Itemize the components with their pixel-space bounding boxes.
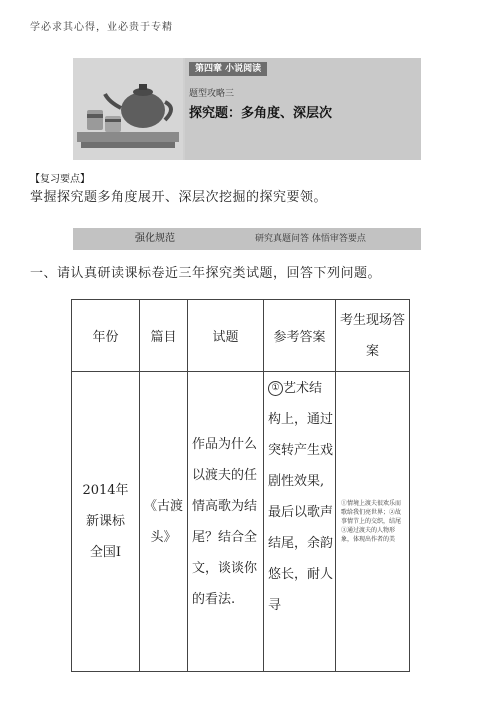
live-answer-handwriting: ①情境上渡夫很欢乐而歌给我们亮世界；②故事情节上的交织，结尾③通过渡夫的人物形象，体现出作者的美 [341,500,402,543]
header-motto: 学必求其心得，业必贵于专精 [30,22,173,33]
review-tag: 【复习要点】 [30,174,90,185]
strategy-label: 题型攻略三 [189,89,235,99]
question-table [71,299,410,672]
table-header-row [72,300,410,372]
cell-live [336,372,410,672]
section-bar [73,228,421,250]
review-text: 掌握探究题多角度展开、深层次挖掘的探究要领。 [30,190,328,205]
cell-answer [264,372,336,672]
banner-title-box [185,58,421,160]
header-year: 年份 [72,300,140,372]
cell-question: 作品为什么以渡夫的任情高歌为结尾？结合全文，谈谈你的看法. [188,372,264,672]
bar-left-label: 强化规范 [135,233,175,244]
table-row [72,372,410,672]
cell-year: 2014年新课标全国Ⅰ [72,372,140,672]
header-live: 考生现场答案 [336,300,410,372]
section-title: 一、请认真研读课标卷近三年探究类试题，回答下列问题。 [30,266,382,281]
header-title: 篇目 [140,300,188,372]
cell-title: 《古渡头》 [140,372,188,672]
bar-right-label: 研究真题问答 体悟审答要点 [255,234,366,244]
answer-number: ① [268,381,283,396]
chapter-label: 第四章 小说阅读 [189,62,267,76]
header-question: 试题 [188,300,264,372]
header-answer: 参考答案 [264,300,336,372]
answer-text: 艺术结构上，通过突转产生戏剧性效果,最后以歌声结尾，余韵悠长，耐人寻 [268,381,334,613]
banner-title: 探究题：多角度、深层次 [189,106,333,121]
teapot-image [73,58,183,160]
chapter-banner [73,58,421,160]
